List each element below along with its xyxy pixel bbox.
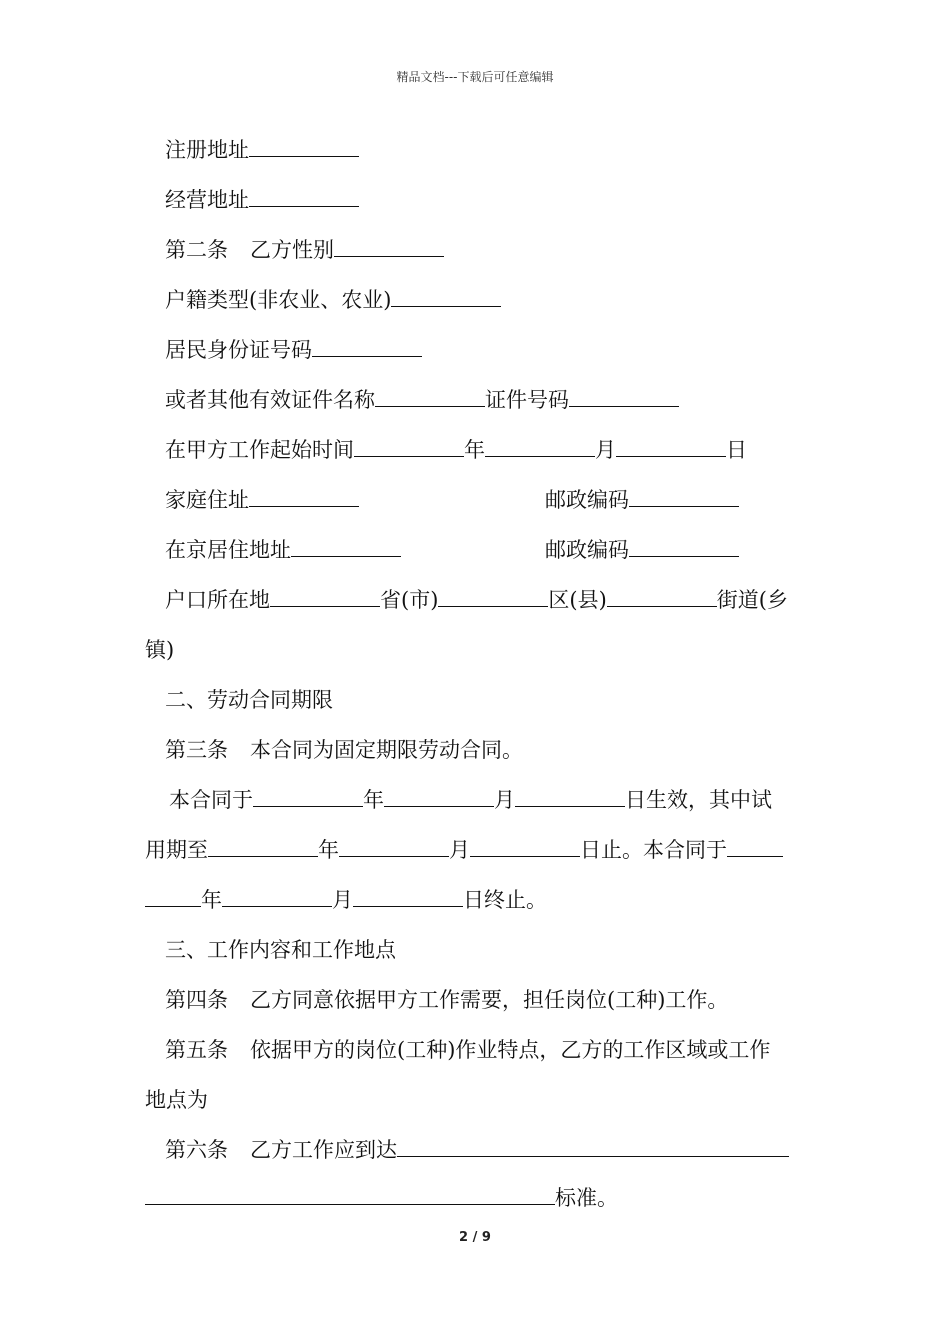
probation-year-blank[interactable]	[208, 836, 318, 857]
effective-date-suffix: 日生效，其中试	[625, 788, 772, 812]
street-blank[interactable]	[607, 586, 717, 607]
other-id-line	[145, 386, 830, 414]
month-label: 月	[449, 838, 470, 862]
probation-month-blank[interactable]	[339, 836, 449, 857]
start-month-blank[interactable]	[485, 436, 595, 457]
gender-blank[interactable]	[334, 236, 444, 257]
hukou-location-continued: 镇)	[145, 638, 175, 662]
year-label: 年	[201, 888, 222, 912]
home-postal-code-label: 邮政编码	[545, 488, 629, 512]
hukou-location-line	[145, 586, 830, 614]
start-day-blank[interactable]	[616, 436, 726, 457]
district-blank[interactable]	[438, 586, 548, 607]
probation-line	[145, 836, 810, 864]
page-header: 精品文档---下载后可任意编辑	[396, 70, 554, 84]
registered-address-label: 注册地址	[165, 138, 249, 162]
article-6-suffix: 标准。	[555, 1186, 618, 1210]
month-label: 月	[595, 438, 616, 462]
hukou-location-label: 户口所在地	[165, 588, 270, 612]
household-type-label: 户籍类型(非农业、农业)	[165, 288, 392, 312]
article-2-line	[145, 236, 830, 264]
article-6-continued	[145, 1184, 810, 1212]
article-4-text: 乙方同意依据甲方工作需要，担任岗位(工种)工作。	[250, 988, 729, 1012]
beijing-postal-code-label: 邮政编码	[545, 538, 629, 562]
end-year-blank-part1[interactable]	[727, 836, 783, 857]
article-2-number: 第二条	[165, 238, 228, 262]
other-id-name-blank[interactable]	[375, 386, 485, 407]
district-label: 区(县)	[548, 588, 607, 612]
household-type-blank[interactable]	[391, 286, 501, 307]
effective-date-label: 本合同于	[169, 788, 253, 812]
id-number-blank[interactable]	[312, 336, 422, 357]
home-address-label: 家庭住址	[165, 488, 249, 512]
work-standard-blank-part1[interactable]	[397, 1136, 789, 1157]
home-address-blank[interactable]	[249, 486, 359, 507]
province-label: 省(市)	[380, 588, 439, 612]
month-label: 月	[494, 788, 515, 812]
household-type-line	[145, 286, 830, 314]
beijing-postal-code-blank[interactable]	[629, 536, 739, 557]
probation-label: 用期至	[145, 838, 208, 862]
year-label: 年	[464, 438, 485, 462]
page-number: 2 / 9	[459, 1230, 491, 1245]
article-5-text: 依据甲方的岗位(工种)作业特点，乙方的工作区域或工作	[250, 1038, 771, 1062]
street-label: 街道(乡	[716, 588, 788, 612]
beijing-address-label: 在京居住地址	[165, 538, 291, 562]
article-6-text: 乙方工作应到达	[250, 1138, 397, 1162]
article-3-number: 第三条	[165, 738, 228, 762]
business-address-line	[145, 186, 830, 214]
start-year-blank[interactable]	[354, 436, 464, 457]
article-5-line	[145, 1036, 830, 1064]
article-5-continued: 地点为	[145, 1088, 208, 1112]
work-standard-blank-part2[interactable]	[145, 1184, 555, 1205]
article-6-line	[145, 1136, 830, 1164]
beijing-address-blank[interactable]	[291, 536, 401, 557]
business-address-label: 经营地址	[165, 188, 249, 212]
article-3-text: 本合同为固定期限劳动合同。	[250, 738, 523, 762]
year-label: 年	[363, 788, 384, 812]
effective-day-blank[interactable]	[515, 786, 625, 807]
other-id-name-label: 或者其他有效证件名称	[165, 388, 375, 412]
registered-address-blank[interactable]	[249, 136, 359, 157]
probation-suffix: 日止。本合同于	[580, 838, 727, 862]
month-label: 月	[332, 888, 353, 912]
home-postal-code-blank[interactable]	[629, 486, 739, 507]
article-4-line	[145, 986, 830, 1014]
business-address-blank[interactable]	[249, 186, 359, 207]
gender-label: 乙方性别	[250, 238, 334, 262]
effective-year-blank[interactable]	[253, 786, 363, 807]
effective-month-blank[interactable]	[384, 786, 494, 807]
section-3-heading: 三、工作内容和工作地点	[165, 938, 396, 962]
article-6-number: 第六条	[165, 1138, 228, 1162]
other-id-number-blank[interactable]	[569, 386, 679, 407]
end-month-blank[interactable]	[222, 886, 332, 907]
home-address-line	[145, 486, 830, 514]
end-year-blank-part2[interactable]	[145, 886, 201, 907]
other-id-number-label: 证件号码	[485, 388, 569, 412]
end-date-suffix: 日终止。	[463, 888, 547, 912]
article-5-number: 第五条	[165, 1038, 228, 1062]
id-number-line	[145, 336, 830, 364]
beijing-address-line	[145, 536, 830, 564]
effective-date-line	[145, 786, 834, 814]
registered-address-line	[145, 136, 830, 164]
id-number-label: 居民身份证号码	[165, 338, 312, 362]
start-date-line	[145, 436, 830, 464]
end-day-blank[interactable]	[353, 886, 463, 907]
article-3-line	[145, 736, 830, 764]
province-blank[interactable]	[270, 586, 380, 607]
day-label: 日	[726, 438, 747, 462]
year-label: 年	[318, 838, 339, 862]
article-4-number: 第四条	[165, 988, 228, 1012]
end-date-line	[145, 886, 810, 914]
section-2-heading: 二、劳动合同期限	[165, 688, 333, 712]
probation-day-blank[interactable]	[470, 836, 580, 857]
start-date-label: 在甲方工作起始时间	[165, 438, 354, 462]
